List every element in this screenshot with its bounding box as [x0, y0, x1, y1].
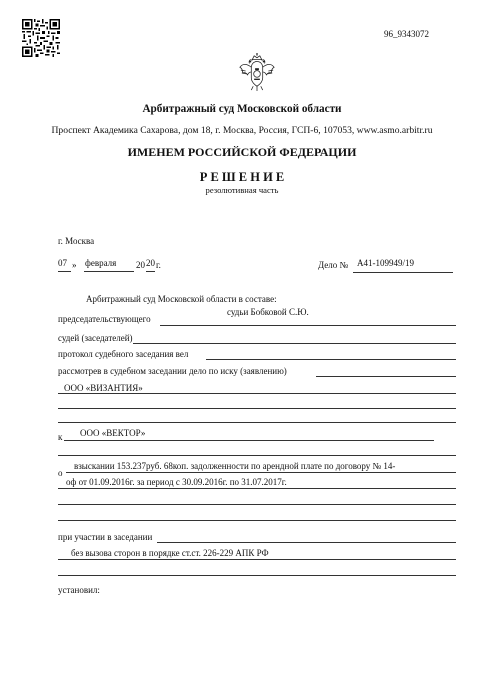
presiding-underline: [160, 325, 456, 326]
emblem-icon: [238, 52, 276, 92]
date-month-underline: [84, 271, 134, 272]
about-label: о: [58, 468, 63, 478]
plaintiff-underline: [58, 393, 456, 394]
court-address: Проспект Академика Сахарова, дом 18, г. Москва, Россия, ГСП-6, 107053, www.asmo.arbitr.ru: [51, 125, 433, 136]
presiding-label: председательствующего: [58, 314, 151, 324]
case-number-underline: [353, 272, 453, 273]
date-month: февраля: [85, 258, 117, 268]
participation-value-underline: [58, 559, 456, 560]
judges-underline: [133, 343, 456, 344]
judges-label: судей (заседателей): [58, 333, 133, 343]
plaintiff: ООО «ВИЗАНТИЯ»: [64, 383, 143, 393]
defendant: ООО «ВЕКТОР»: [80, 428, 146, 438]
claim-line-2: оф от 01.09.2016г. за период с 30.09.2016г. по 31.07.2017г.: [66, 477, 287, 487]
considered-label: рассмотрев в судебном заседании дело по иску (заявлению): [58, 366, 287, 376]
to-label: к: [58, 432, 63, 442]
participation-underline: [157, 542, 456, 543]
date-year-prefix: 20: [136, 260, 145, 270]
claim-underline-2: [58, 488, 456, 489]
case-label: Дело №: [318, 260, 349, 270]
blank-line: [58, 422, 456, 423]
protocol-underline: [206, 359, 456, 360]
established-label: установил:: [58, 585, 100, 595]
date-year-suffix: 20: [146, 258, 155, 268]
document-id: 96_9343072: [384, 29, 429, 39]
considered-underline: [316, 376, 456, 377]
claim-underline-1: [66, 472, 456, 473]
blank-line: [58, 408, 456, 409]
document-title: Р Е Ш Е Н И Е: [199, 170, 285, 184]
defendant-underline: [64, 440, 434, 441]
participation-label: при участии в заседании: [58, 532, 153, 542]
case-number: А41-109949/19: [357, 258, 414, 268]
date-day-underline: [58, 271, 71, 272]
blank-line: [58, 520, 456, 521]
participation-value: без вызова сторон в порядке ст.ст. 226-229 АПК РФ: [71, 548, 269, 558]
claim-line-1: взыскании 153.237руб. 68коп. задолженности по арендной плате по договору № 14-: [74, 461, 396, 471]
protocol-label: протокол судебного заседания вел: [58, 349, 189, 359]
blank-line: [58, 504, 456, 505]
qr-code: [22, 19, 60, 57]
date-year-end: г.: [156, 260, 161, 270]
date-year-underline: [146, 271, 155, 272]
blank-line: [58, 575, 456, 576]
date-day: 07: [58, 258, 67, 268]
blank-line: [58, 455, 456, 456]
court-composition-label: Арбитражный суд Московской области в составе:: [86, 294, 277, 304]
presiding-value: судьи Бобковой С.Ю.: [227, 307, 309, 317]
city: г. Москва: [58, 236, 95, 246]
document-subtitle: резолютивная часть: [205, 185, 279, 195]
heading: ИМЕНЕМ РОССИЙСКОЙ ФЕДЕРАЦИИ: [127, 145, 357, 159]
court-name: Арбитражный суд Московской области: [142, 103, 342, 115]
